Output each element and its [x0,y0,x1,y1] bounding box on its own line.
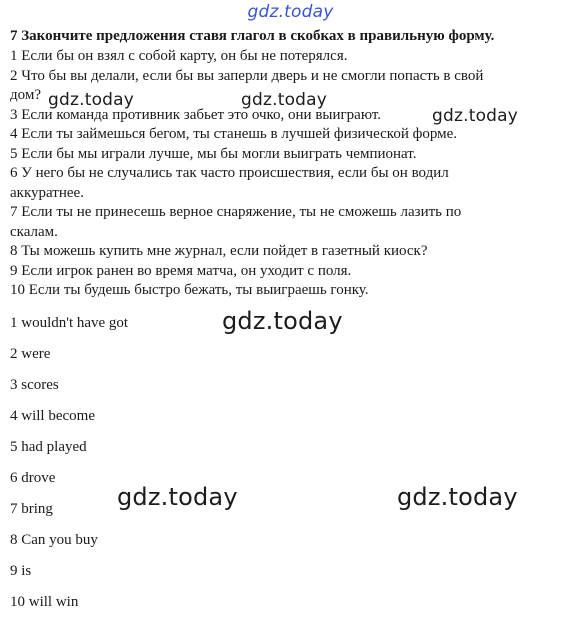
sentence-line: 5 Если бы мы играли лучше, мы бы могли выиграть чемпионат. [10,145,417,162]
sentence-line: 2 Что бы вы делали, если бы вы заперли дверь и не смогли попасть в свой [10,67,484,84]
sentence-line: 1 Если бы он взял с собой карту, он бы не потерялся. [10,48,348,64]
exercise-heading: 7 Закончите предложения ставя глагол в скобках в правильную форму. [10,28,495,44]
sentence-line: 8 Ты можешь купить мне журнал, если пойдет в газетный киоск? [10,243,428,259]
sentence-line: дом? [10,87,41,103]
sentence-line: 7 Если ты не принесешь верное снаряжение, ты не сможешь лазить по [10,204,462,220]
watermark-text: gdz.today [48,90,135,110]
answer-item: 1 wouldn't have got [10,315,129,331]
sentence-line: 9 Если игрок ранен во время матча, он уходит с поля. [10,262,352,279]
answer-item: 10 will win [10,594,79,610]
sentence-line: скалам. [10,223,58,240]
answer-item: 9 is [10,563,32,579]
answer-item: 8 Can you buy [10,532,98,548]
answer-list [10,313,128,623]
watermark-text: gdz.today [397,483,518,511]
answer-item: 4 will become [10,408,95,424]
answer-item: 5 had played [10,439,87,455]
watermark-text: gdz.today [241,90,328,110]
answer-item: 7 bring [10,501,53,517]
watermark-text: gdz.today [222,307,343,335]
watermark-top: gdz.today [247,2,334,22]
watermark-text: gdz.today [432,106,519,126]
sentence-line: аккуратнее. [10,184,84,201]
sentence-line: 10 Если ты будешь быстро бежать, ты выиграешь гонку. [10,282,369,298]
answer-item: 6 drove [10,470,56,486]
answer-item: 2 were [10,346,51,362]
watermark-text: gdz.today [117,483,238,511]
sentence-line: 6 У него бы не случались так часто происшествия, если бы он водил [10,165,449,181]
sentence-list [10,47,566,301]
answer-item: 3 scores [10,377,59,393]
sentence-line: 4 Если ты займешься бегом, ты станешь в лучшей физической форме. [10,126,457,142]
sentence-line: 3 Если команда противник забьет это очко, они выиграют. [10,106,382,123]
